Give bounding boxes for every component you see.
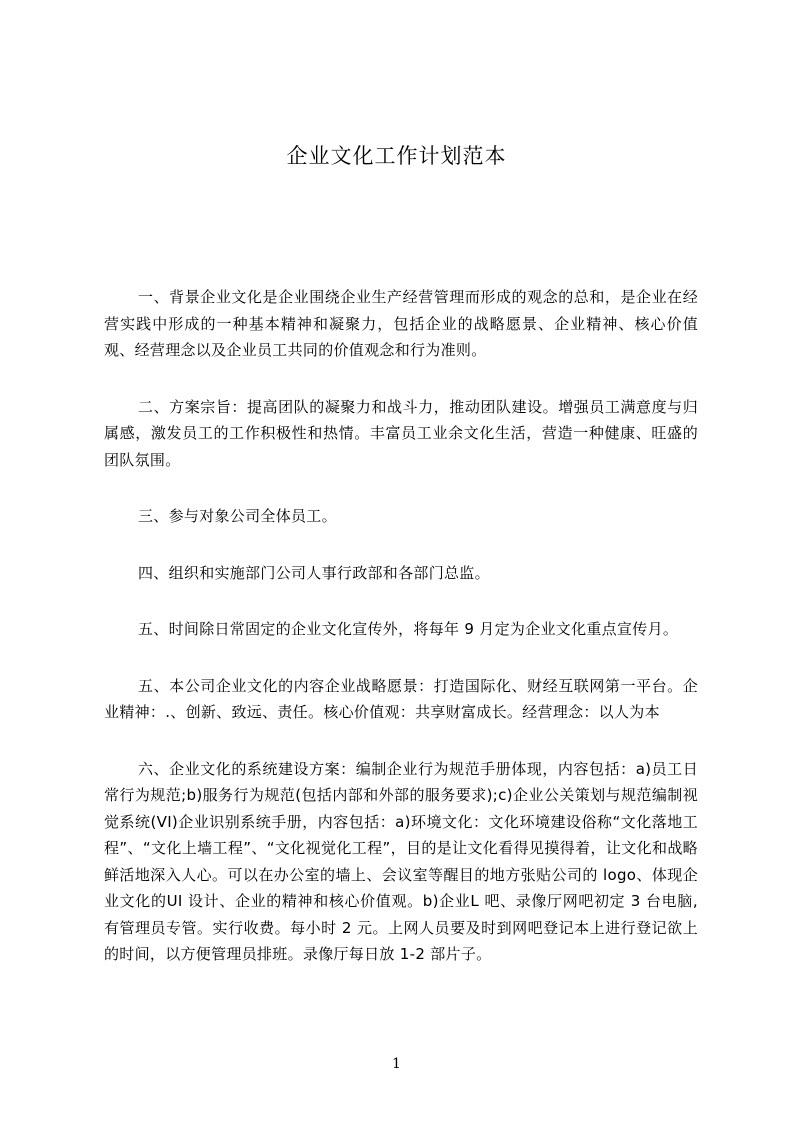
- document-title: 企业文化工作计划范本: [286, 144, 507, 168]
- page-number: 1: [392, 1056, 401, 1072]
- document-body: [104, 284, 698, 998]
- paragraph-system-construction: 六、企业文化的系统建设方案：编制企业行为规范手册体现，内容包括：a)员工日常行为规范;b)服务行为规范(包括内部和外部的服务要求);c)企业公关策划与规范编制视觉系统(VI)企业识别系统手册，内容包括：a)环境文化：文化环境建设俗称“文化落地工程”、“文化上墙工程”、“文化视觉化工程”，目的是让文化看得见摸得着，让文化和战略鲜活地深入人心。可以在办公室的墙上、会议室等醒目的地方张贴公司的 logo、体现企业文化的UI 设计、企业的精神和核心价值观。b)企业L 吧、录像厅网吧初定 3 台电脑,有管理员专管。实行收费。每小时 2 元。上网人员要及时到网吧登记本上进行登记欲上的时间，以方便管理员排班。录像厅每日放 1-2 部片子。: [104, 759, 698, 963]
- paragraph-organizer: 四、组织和实施部门公司人事行政部和各部门总监。: [138, 563, 490, 582]
- paragraph-timing: 五、时间除日常固定的企业文化宣传外，将每年 9 月定为企业文化重点宣传月。: [138, 620, 679, 638]
- paragraph-purpose: 二、方案宗旨：提高团队的凝聚力和战斗力，推动团队建设。增强员工满意度与归属感，激发员工的工作积极性和热情。丰富员工业余文化生活，营造一种健康、旺盛的团队氛围。: [104, 397, 698, 469]
- paragraph-participants: 三、参与对象公司全体员工。: [138, 507, 337, 525]
- paragraph-background: 一、背景企业文化是企业围绕企业生产经营管理而形成的观念的总和，是企业在经营实践中形成的一种基本精神和凝聚力，包括企业的战略愿景、企业精神、核心价值观、经营理念以及企业员工共同的价值观念和行为准则。: [104, 288, 698, 359]
- paragraph-culture-content: 五、本公司企业文化的内容企业战略愿景：打造国际化、财经互联网第一平台。企业精神：.、创新、致远、责任。核心价值观：共享财富成长。经营理念：以人为本: [104, 676, 698, 721]
